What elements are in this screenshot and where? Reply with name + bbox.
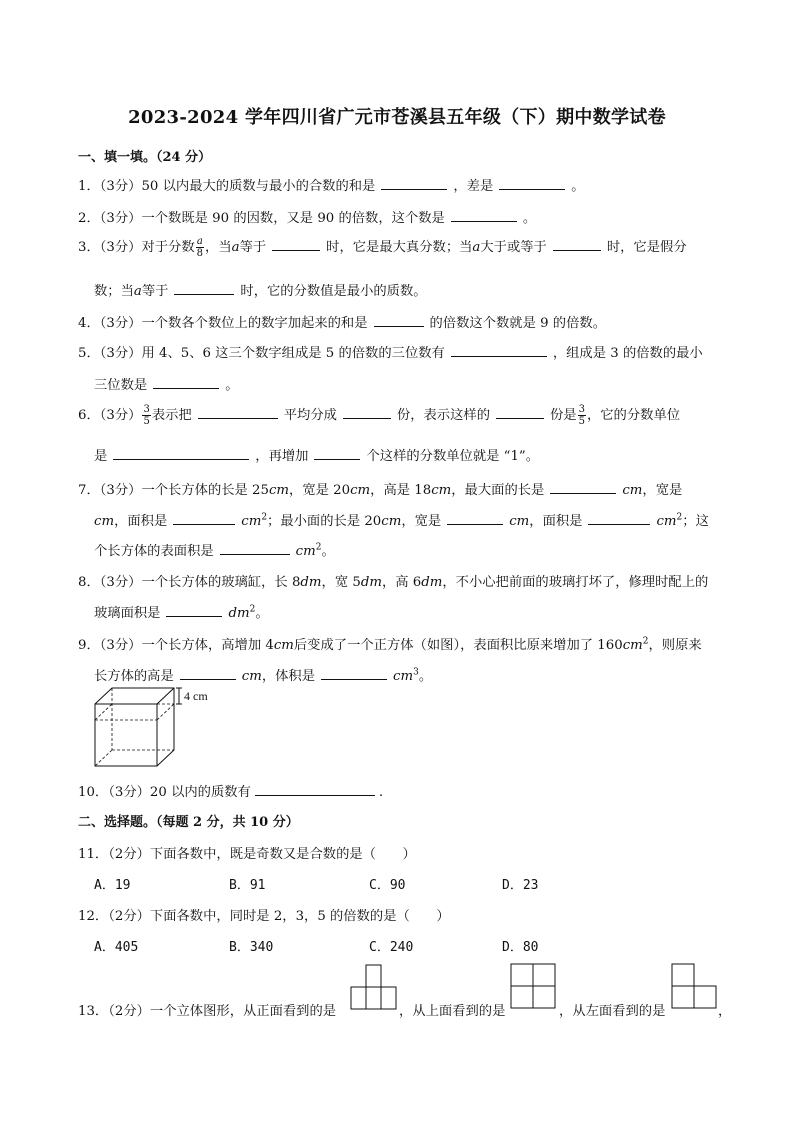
- q6-text: ，再增加: [255, 449, 309, 464]
- q8-text: ，宽 5: [321, 575, 361, 590]
- q9-text: ，体积是: [261, 669, 316, 684]
- question-11: 11．（2分）下面各数中，既是奇数又是合数的是（ ）: [78, 847, 416, 862]
- q6-text: 份是: [550, 408, 577, 423]
- q8-text: ，高 6: [381, 575, 422, 590]
- question-4: [78, 312, 606, 331]
- q7-text: ，宽是: [401, 514, 442, 529]
- question-10: [78, 781, 383, 800]
- q1-text: ，差是: [453, 179, 494, 194]
- answer-blank[interactable]: [553, 238, 601, 251]
- q3-text: 3．（3分）对于分数: [78, 240, 195, 255]
- q9-text: 。: [418, 669, 433, 684]
- answer-blank[interactable]: [166, 604, 222, 617]
- section-multiple-choice: 二、选择题。（每题 2 分，共 10 分）: [78, 815, 299, 830]
- q3-text: 时，它是假分: [606, 240, 687, 255]
- answer-blank[interactable]: [198, 406, 278, 419]
- q2-text: 。: [522, 211, 537, 226]
- question-8-cont: [94, 602, 269, 621]
- unit-cm: cm: [509, 514, 530, 529]
- unit-cm: cm: [94, 514, 115, 529]
- unit-cm: cm: [622, 638, 643, 653]
- q8-text: 。: [255, 606, 269, 621]
- q13-text-b: ，从上面看到的是: [399, 1004, 506, 1019]
- q3-text: 时，它的分数值是最小的质数。: [240, 284, 427, 299]
- unit-cm: cm: [431, 483, 452, 498]
- question-12: 12．（2分）下面各数中，同时是 2，3，5 的倍数的是（ ）: [78, 909, 450, 924]
- answer-blank[interactable]: [272, 238, 320, 251]
- variable-a: a: [231, 240, 240, 255]
- answer-blank[interactable]: [550, 481, 616, 494]
- q2-text: 2．（3分）一个数既是 90 的因数，又是 90 的倍数，这个数是: [78, 211, 445, 226]
- unit-cm: cm: [241, 669, 262, 684]
- unit-dm: dm: [421, 575, 443, 590]
- option-d[interactable]: D．23: [502, 878, 539, 893]
- option-c[interactable]: C．240: [369, 940, 414, 955]
- exponent: 2: [261, 512, 268, 523]
- question-1: [78, 175, 585, 194]
- q6-text: ，它的分数单位: [586, 408, 681, 423]
- q4-text: 4．（3分）一个数各个数位上的数字加起来的和是: [78, 316, 368, 331]
- unit-dm: dm: [360, 575, 382, 590]
- question-9: [78, 634, 702, 653]
- q5-text: 。: [225, 378, 239, 393]
- option-d[interactable]: D．80: [502, 940, 539, 955]
- page-title: 2023-2024 学年四川省广元市苍溪县五年级（下）期中数学试卷: [128, 107, 666, 128]
- exponent: 3: [413, 667, 419, 678]
- q3-text: 等于: [239, 240, 267, 255]
- option-b[interactable]: B．340: [229, 940, 274, 955]
- answer-blank[interactable]: [374, 314, 424, 327]
- exponent: 2: [249, 604, 256, 615]
- q3-text: 数；当: [94, 284, 134, 299]
- answer-blank[interactable]: [173, 512, 235, 525]
- q7-text: ，面积是: [114, 514, 168, 529]
- answer-blank[interactable]: [451, 209, 517, 222]
- q3-text: 大于或等于: [480, 240, 547, 255]
- unit-dm: dm: [300, 575, 322, 590]
- q7-text: ，宽是 20: [289, 483, 351, 498]
- q10-text: 10．（3分）20 以内的质数有: [78, 785, 251, 800]
- q7-text: 个长方体的表面积是: [94, 544, 214, 559]
- fraction: $\frac{3}{5}$: [143, 404, 150, 427]
- q3-text: 等于: [141, 284, 169, 299]
- q7-text: ，宽是: [642, 483, 683, 498]
- answer-blank[interactable]: [588, 512, 650, 525]
- q6-text: 6．（3分）: [78, 408, 142, 423]
- answer-blank[interactable]: [255, 783, 375, 796]
- answer-blank[interactable]: [153, 376, 219, 389]
- unit-cm: cm: [268, 483, 290, 498]
- cube-figure: [90, 684, 230, 770]
- exponent: 2: [642, 636, 649, 647]
- question-3: [78, 236, 687, 259]
- q6-text: 平均分成: [283, 408, 337, 423]
- q6-text: 份，表示这样的: [396, 408, 490, 423]
- top-view-figure: [509, 962, 557, 1010]
- answer-blank[interactable]: [499, 177, 565, 190]
- q6-text: 个这样的分数单位就是 “1”。: [366, 449, 540, 464]
- question-7-cont: [94, 510, 709, 529]
- answer-blank[interactable]: [321, 667, 387, 680]
- answer-blank[interactable]: [174, 282, 234, 295]
- option-a[interactable]: A．19: [94, 878, 131, 893]
- q7-text: ；最小面的长是 20: [267, 514, 382, 529]
- question-5-cont: [94, 374, 238, 393]
- answer-blank[interactable]: [180, 667, 236, 680]
- fraction: $\frac{3}{5}$: [578, 404, 585, 427]
- unit-cm: cm: [295, 544, 316, 559]
- q8-text: 8．（3分）一个长方体的玻璃缸，长 8: [78, 575, 301, 590]
- q3-text: 时，它是最大真分数；当: [326, 240, 473, 255]
- unit-cm: cm: [381, 514, 402, 529]
- q6-text: 表示把: [151, 408, 192, 423]
- answer-blank[interactable]: [381, 177, 447, 190]
- exponent: 2: [676, 512, 683, 523]
- q8-text: 玻璃面积是: [94, 606, 161, 621]
- answer-blank[interactable]: [343, 406, 391, 419]
- q9-text: ，则原来: [648, 638, 702, 653]
- option-a[interactable]: A．405: [94, 940, 139, 955]
- q1-text: 1．（3分）50 以内最大的质数与最小的合数的和是: [78, 179, 376, 194]
- unit-cm: cm: [241, 514, 262, 529]
- unit-cm: cm: [350, 483, 371, 498]
- answer-blank[interactable]: [496, 406, 544, 419]
- answer-blank[interactable]: [314, 447, 360, 460]
- q9-text: 9．（3分）一个长方体，高增加 4: [78, 638, 274, 653]
- q7-text: ；这: [682, 514, 709, 529]
- q7-text: 。: [321, 544, 335, 559]
- q6-text: 是: [94, 449, 108, 464]
- question-6-cont: [94, 445, 539, 464]
- q10-text: .: [378, 785, 384, 800]
- q4-text: 的倍数这个数就是 9 的倍数。: [429, 316, 606, 331]
- answer-blank[interactable]: [220, 542, 290, 555]
- question-5: [78, 342, 703, 361]
- question-9-cont: [94, 665, 432, 684]
- unit-cm: cm: [393, 669, 414, 684]
- q1-text: 。: [571, 179, 585, 194]
- option-b[interactable]: B．91: [229, 878, 266, 893]
- q5-text: 5．（3分）用 4、5、6 这三个数字组成是 5 的倍数的三位数有: [78, 346, 445, 361]
- variable-a: a: [133, 284, 142, 299]
- section-fill-in: 一、填一填。（24 分）: [78, 150, 212, 165]
- left-view-figure: [670, 962, 718, 1010]
- q13-text-c: ，从左面看到的是: [559, 1004, 666, 1019]
- question-8: [78, 571, 708, 590]
- variable-a: a: [472, 240, 481, 255]
- question-7: [78, 479, 682, 498]
- question-3-cont: [94, 280, 427, 299]
- q13-text-d: ，: [718, 1004, 732, 1019]
- q9-text: 后变成了一个正方体（如图），表面积比原来增加了 160: [293, 638, 623, 653]
- question-2: [78, 207, 536, 226]
- fraction: $\frac{a}{8}$: [196, 236, 204, 259]
- exponent: 2: [315, 542, 322, 553]
- q7-text: ，面积是: [529, 514, 583, 529]
- q3-text: ，当: [205, 240, 232, 255]
- answer-blank[interactable]: [447, 512, 503, 525]
- question-7-cont2: [94, 540, 335, 559]
- figure-label: 4 cm: [184, 689, 208, 703]
- unit-dm: dm: [228, 606, 250, 621]
- q5-text: 三位数是: [94, 378, 148, 393]
- answer-blank[interactable]: [113, 447, 249, 460]
- q7-text: ，高是 18: [370, 483, 432, 498]
- q7-text: 7．（3分）一个长方体的长是 25: [78, 483, 269, 498]
- q9-text: 长方体的高是: [94, 669, 174, 684]
- question-6: [78, 404, 680, 427]
- question-13: [78, 1000, 336, 1019]
- option-c[interactable]: C．90: [369, 878, 406, 893]
- unit-cm: cm: [656, 514, 677, 529]
- answer-blank[interactable]: [451, 344, 547, 357]
- unit-cm: cm: [273, 638, 294, 653]
- q7-text: ，最大面的长是: [451, 483, 545, 498]
- q8-text: ，不小心把前面的玻璃打坏了，修理时配上的: [442, 575, 709, 590]
- unit-cm: cm: [622, 483, 643, 498]
- front-view-figure: [350, 963, 398, 1011]
- q5-text: ，组成是 3 的倍数的最小: [552, 346, 703, 361]
- q13-text: 13．（2分）一个立体图形，从正面看到的是: [78, 1004, 337, 1019]
